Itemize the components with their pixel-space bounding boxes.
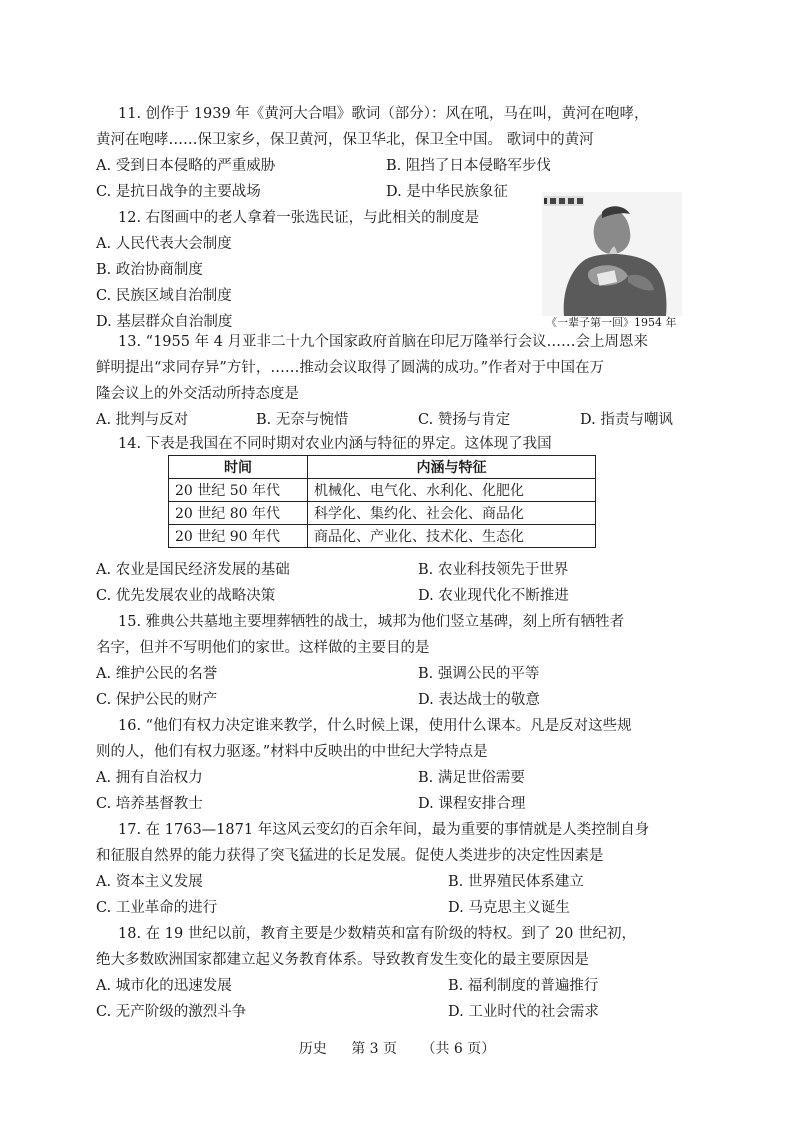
q18-stem-line2: 绝大多数欧洲国家都建立起义务教育体系。导致教育发生变化的最主要原因是 xyxy=(96,952,589,968)
q11-option-d: D. 是中华民族象征 xyxy=(386,184,508,200)
q15-option-a: A. 维护公民的名誉 xyxy=(96,666,218,682)
q12-option-c: C. 民族区域自治制度 xyxy=(96,288,232,304)
footer-subject: 历史 xyxy=(298,1041,327,1057)
q16-option-b: B. 满足世俗需要 xyxy=(418,770,525,786)
q14-stem: 14. 下表是我国在不同时期对农业内涵与特征的界定。这体现了我国 xyxy=(118,436,552,452)
table-cell-feature: 科学化、集约化、社会化、商品化 xyxy=(308,502,596,525)
q11-stem-line2: 黄河在咆哮……保卫家乡，保卫黄河，保卫华北，保卫全中国。 歌词中的黄河 xyxy=(96,132,594,148)
table-header-row xyxy=(169,456,596,479)
q11-option-b: B. 阻挡了日本侵略军步伐 xyxy=(386,158,551,174)
q13-stem-line1: 13. “1955 年 4 月亚非二十九个国家政府首脑在印尼万隆举行会议……会上周恩来 xyxy=(118,334,649,350)
q17-option-c: C. 工业革命的进行 xyxy=(96,900,218,916)
q15-option-d: D. 表达战士的敬意 xyxy=(418,692,540,708)
q18-option-d: D. 工业时代的社会需求 xyxy=(448,1004,599,1020)
q11-stem-line1: 11. 创作于 1939 年《黄河大合唱》歌词（部分）：风在吼，马在叫，黄河在咆哮， xyxy=(118,106,649,122)
q15-option-c: C. 保护公民的财产 xyxy=(96,692,218,708)
q16-stem-line1: 16. “他们有权力决定谁来教学，什么时候上课，使用什么课本。凡是反对这些规 xyxy=(118,718,632,734)
q16-option-a: A. 拥有自治权力 xyxy=(96,770,203,786)
table-cell-period: 20 世纪 50 年代 xyxy=(169,479,308,502)
q12-option-d: D. 基层群众自治制度 xyxy=(96,314,233,330)
q13-option-a: A. 批判与反对 xyxy=(96,412,189,428)
q13-stem-line2: 鲜明提出“求同存异”方针，……推动会议取得了圆满的成功。”作者对于中国在万 xyxy=(96,360,604,376)
table-row xyxy=(169,525,596,548)
painting-caption: 《一辈子第一回》1954 年 xyxy=(546,316,677,329)
q13-option-d: D. 指责与嘲讽 xyxy=(580,412,673,428)
q16-stem-line2: 则的人，他们有权力驱逐。”材料中反映出的中世纪大学特点是 xyxy=(96,744,488,760)
q18-stem-line1: 18. 在 19 世纪以前，教育主要是少数精英和富有阶级的特权。到了 20 世纪初， xyxy=(118,926,637,942)
q13-option-c: C. 赞扬与肯定 xyxy=(418,412,511,428)
q13-option-b: B. 无奈与惋惜 xyxy=(256,412,349,428)
q17-option-d: D. 马克思主义诞生 xyxy=(448,900,570,916)
q12-stem: 12. 右图画中的老人拿着一张选民证，与此相关的制度是 xyxy=(118,210,480,226)
q12-option-a: A. 人民代表大会制度 xyxy=(96,236,232,252)
table-header-feature: 内涵与特征 xyxy=(308,456,596,479)
page-footer xyxy=(0,1038,794,1058)
table-cell-feature: 商品化、产业化、技术化、生态化 xyxy=(308,525,596,548)
footer-page-number: 第 3 页 xyxy=(351,1041,397,1057)
q15-stem-line2: 名字，但并不写明他们的家世。这样做的主要目的是 xyxy=(96,640,430,656)
q14-option-c: C. 优先发展农业的战略决策 xyxy=(96,588,276,604)
q17-option-a: A. 资本主义发展 xyxy=(96,874,203,890)
q14-option-d: D. 农业现代化不断推进 xyxy=(418,588,569,604)
table-row xyxy=(169,502,596,525)
q18-option-c: C. 无产阶级的激烈斗争 xyxy=(96,1004,247,1020)
q17-option-b: B. 世界殖民体系建立 xyxy=(448,874,584,890)
agriculture-table xyxy=(168,455,596,548)
q11-option-a: A. 受到日本侵略的严重威胁 xyxy=(96,158,276,174)
footer-total-pages: （共 6 页） xyxy=(421,1041,496,1057)
q17-stem-line2: 和征服自然界的能力获得了突飞猛进的长足发展。促使人类进步的决定性因素是 xyxy=(96,848,604,864)
q11-option-c: C. 是抗日战争的主要战场 xyxy=(96,184,261,200)
voter-painting xyxy=(542,192,682,332)
old-man-illustration xyxy=(542,192,682,316)
q16-option-c: C. 培养基督教士 xyxy=(96,796,203,812)
q16-option-d: D. 课程安排合理 xyxy=(418,796,526,812)
table-header-time: 时间 xyxy=(169,456,308,479)
table-cell-period: 20 世纪 80 年代 xyxy=(169,502,308,525)
table-cell-feature: 机械化、电气化、水利化、化肥化 xyxy=(308,479,596,502)
table-row xyxy=(169,479,596,502)
q14-option-b: B. 农业科技领先于世界 xyxy=(418,562,569,578)
q13-stem-line3: 隆会议上的外交活动所持态度是 xyxy=(96,386,299,402)
q15-option-b: B. 强调公民的平等 xyxy=(418,666,540,682)
q17-stem-line1: 17. 在 1763—1871 年这风云变幻的百余年间，最为重要的事情就是人类控制自身 xyxy=(118,822,650,838)
q12-option-b: B. 政治协商制度 xyxy=(96,262,203,278)
q15-stem-line1: 15. 雅典公共墓地主要埋葬牺牲的战士，城邦为他们竖立基碑，刻上所有牺牲者 xyxy=(118,614,625,630)
table-cell-period: 20 世纪 90 年代 xyxy=(169,525,308,548)
q18-option-a: A. 城市化的迅速发展 xyxy=(96,978,232,994)
q14-option-a: A. 农业是国民经济发展的基础 xyxy=(96,562,290,578)
q18-option-b: B. 福利制度的普遍推行 xyxy=(448,978,599,994)
